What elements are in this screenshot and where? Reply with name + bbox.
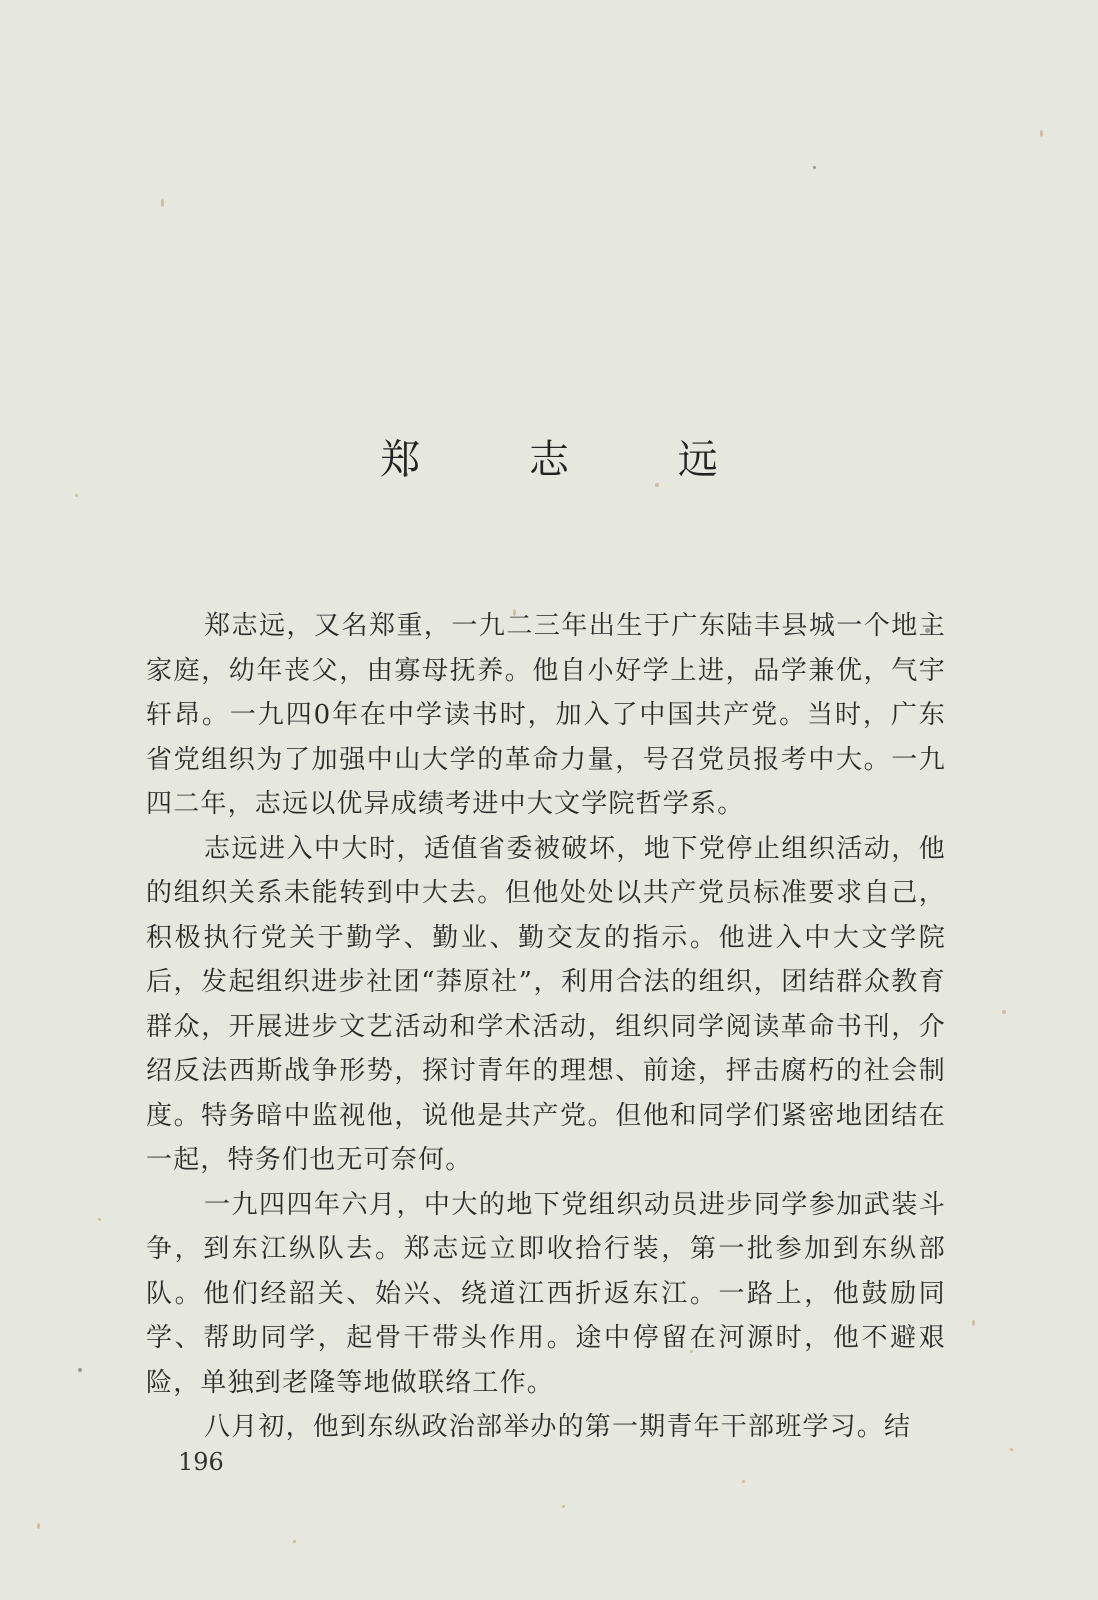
paragraph-1: 郑志远，又名郑重，一九二三年出生于广东陆丰县城一个地主家庭，幼年丧父，由寡母抚养。他自小好学上进，品学兼优，气宇轩昂。一九四0年在中学读书时，加入了中国共产党。当时，广东省党组织为了加强中山大学的革命力量，号召党员报考中大。一九四二年，志远以优异成绩考进中大文学院哲学系。 — [146, 611, 946, 819]
paper-speck — [1002, 1010, 1006, 1014]
paragraph-2: 志远进入中大时，适值省委被破坏，地下党停止组织活动，他的组织关系未能转到中大去。但他处处以共产党员标准要求自己，积极执行党关于勤学、勤业、勤交友的指示。他进入中大文学院后，发起组织进步社团“莽原社”，利用合法的组织，团结群众教育群众，开展进步文艺活动和学术活动，组织同学阅读革命书刊，介绍反法西斯战争形势，探讨青年的理想、前途，抨击腐朽的社会制度。特务暗中监视他，说他是共产党。但他和同学们紧密地团结在一起，特务们也无可奈何。 — [146, 833, 946, 1175]
body-text — [146, 604, 946, 1450]
paper-speck — [742, 1480, 745, 1483]
paper-speck — [78, 1368, 82, 1372]
page-title: 郑 志 远 — [380, 437, 766, 483]
paragraph-4: 八月初，他到东纵政治部举办的第一期青年干部班学习。结 — [204, 1412, 912, 1442]
paper-speck — [98, 1218, 101, 1221]
page-number: 196 — [178, 1448, 224, 1476]
paragraph-3: 一九四四年六月，中大的地下党组织动员进步同学参加武装斗争，到东江纵队去。郑志远立即收拾行装，第一批参加到东纵部队。他们经韶关、始兴、绕道江西折返东江。一路上，他鼓励同学、帮助同学，起骨干带头作用。途中停留在河源时，他不避艰险，单独到老隆等地做联络工作。 — [146, 1189, 946, 1398]
paper-speck — [161, 199, 164, 207]
paper-speck — [972, 1320, 975, 1326]
paper-speck — [293, 1540, 296, 1543]
paper-speck — [562, 1505, 565, 1508]
paper-speck — [1010, 1448, 1013, 1451]
paper-speck — [813, 166, 816, 169]
paper-speck — [1040, 130, 1043, 137]
paper-speck — [75, 494, 78, 497]
paper-speck — [37, 1523, 40, 1529]
